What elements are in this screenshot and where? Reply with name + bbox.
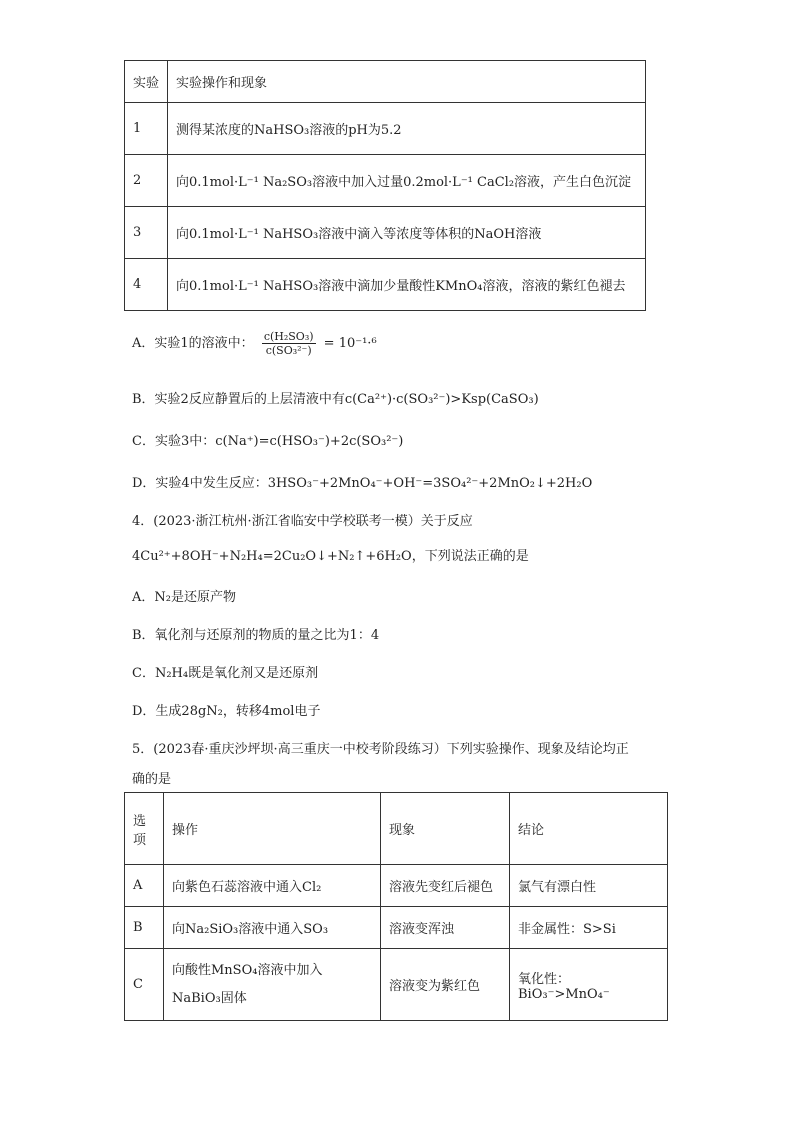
- table-cell: 向0.1mol·L⁻¹ Na₂SO₃溶液中加入过量0.2mol·L⁻¹ CaCl₂溶液，产生白色沉淀: [168, 155, 646, 207]
- table-cell: 向0.1mol·L⁻¹ NaHSO₃溶液中滴入等浓度等体积的NaOH溶液: [168, 207, 646, 259]
- table-cell: B: [125, 907, 164, 949]
- table-cell: 2: [125, 155, 168, 207]
- option-a: [132, 330, 377, 357]
- table-row: [125, 865, 668, 907]
- table-cell: 测得某浓度的NaHSO₃溶液的pH为5.2: [168, 103, 646, 155]
- question-4-stem: 4．(2023·浙江杭州·浙江省临安中学校联考一模）关于反应: [132, 514, 473, 529]
- q4-option: B．氧化剂与还原剂的物质的量之比为1：4: [132, 628, 380, 643]
- q4-option: A．N₂是还原产物: [132, 590, 236, 605]
- table-cell: 氯气有漂白性: [510, 865, 668, 907]
- option-c: C．实验3中：c(Na⁺)=c(HSO₃⁻)+2c(SO₃²⁻): [132, 434, 404, 449]
- table-cell: 溶液先变红后褪色: [381, 865, 510, 907]
- header-cell: 操作: [164, 793, 381, 865]
- header-cell: 现象: [381, 793, 510, 865]
- table-cell: 4: [125, 259, 168, 311]
- table-cell: A: [125, 865, 164, 907]
- table-cell: 向0.1mol·L⁻¹ NaHSO₃溶液中滴加少量酸性KMnO₄溶液，溶液的紫红色褪去: [168, 259, 646, 311]
- table-cell: 向紫色石蕊溶液中通入Cl₂: [164, 865, 381, 907]
- q4-option: D．生成28gN₂，转移4mol电子: [132, 704, 321, 719]
- q4-option: C．N₂H₄既是氧化剂又是还原剂: [132, 666, 319, 681]
- question-5-stem: 5．(2023春·重庆沙坪坝·高三重庆一中校考阶段练习）下列实验操作、现象及结论均正: [132, 742, 629, 757]
- experiment-table: [124, 60, 646, 311]
- table-cell: 氧化性：BiO₃⁻>MnO₄⁻: [510, 949, 668, 1021]
- table-cell: 非金属性：S>Si: [510, 907, 668, 949]
- question-4-equation: 4Cu²⁺+8OH⁻+N₂H₄=2Cu₂O↓+N₂↑+6H₂O，下列说法正确的是: [132, 549, 529, 564]
- option-a-tail: = 10⁻¹·⁶: [323, 336, 377, 351]
- fraction-numerator: c(H₂SO₃): [263, 330, 314, 343]
- header-cell: 实验: [125, 61, 168, 103]
- header-cell: 结论: [510, 793, 668, 865]
- header-cell: 实验操作和现象: [168, 61, 646, 103]
- option-b: B．实验2反应静置后的上层清液中有c(Ca²⁺)·c(SO₃²⁻)>Ksp(CaSO₃): [132, 392, 539, 407]
- table-row: [125, 259, 646, 311]
- table-cell: 向酸性MnSO₄溶液中加入 NaBiO₃固体: [164, 949, 381, 1021]
- table-header-row: [125, 793, 668, 865]
- table-cell: 溶液变为紫红色: [381, 949, 510, 1021]
- table-row: [125, 103, 646, 155]
- header-cell: 选 项: [125, 793, 164, 865]
- table-row: [125, 907, 668, 949]
- table-header-row: [125, 61, 646, 103]
- table-cell: 溶液变浑浊: [381, 907, 510, 949]
- result-table: [124, 792, 668, 1021]
- table-cell: 3: [125, 207, 168, 259]
- option-d: D．实验4中发生反应：3HSO₃⁻+2MnO₄⁻+OH⁻=3SO₄²⁻+2MnO₂↓+2H₂O: [132, 476, 593, 491]
- question-5-stem-cont: 确的是: [132, 772, 172, 787]
- fraction: [262, 330, 316, 357]
- table-row: [125, 155, 646, 207]
- table-row: [125, 949, 668, 1021]
- table-cell: 1: [125, 103, 168, 155]
- table-cell: 向Na₂SiO₃溶液中通入SO₃: [164, 907, 381, 949]
- option-a-prefix: A．实验1的溶液中：: [132, 336, 254, 351]
- table-cell: C: [125, 949, 164, 1021]
- fraction-denominator: c(SO₃²⁻): [265, 344, 312, 357]
- table-row: [125, 207, 646, 259]
